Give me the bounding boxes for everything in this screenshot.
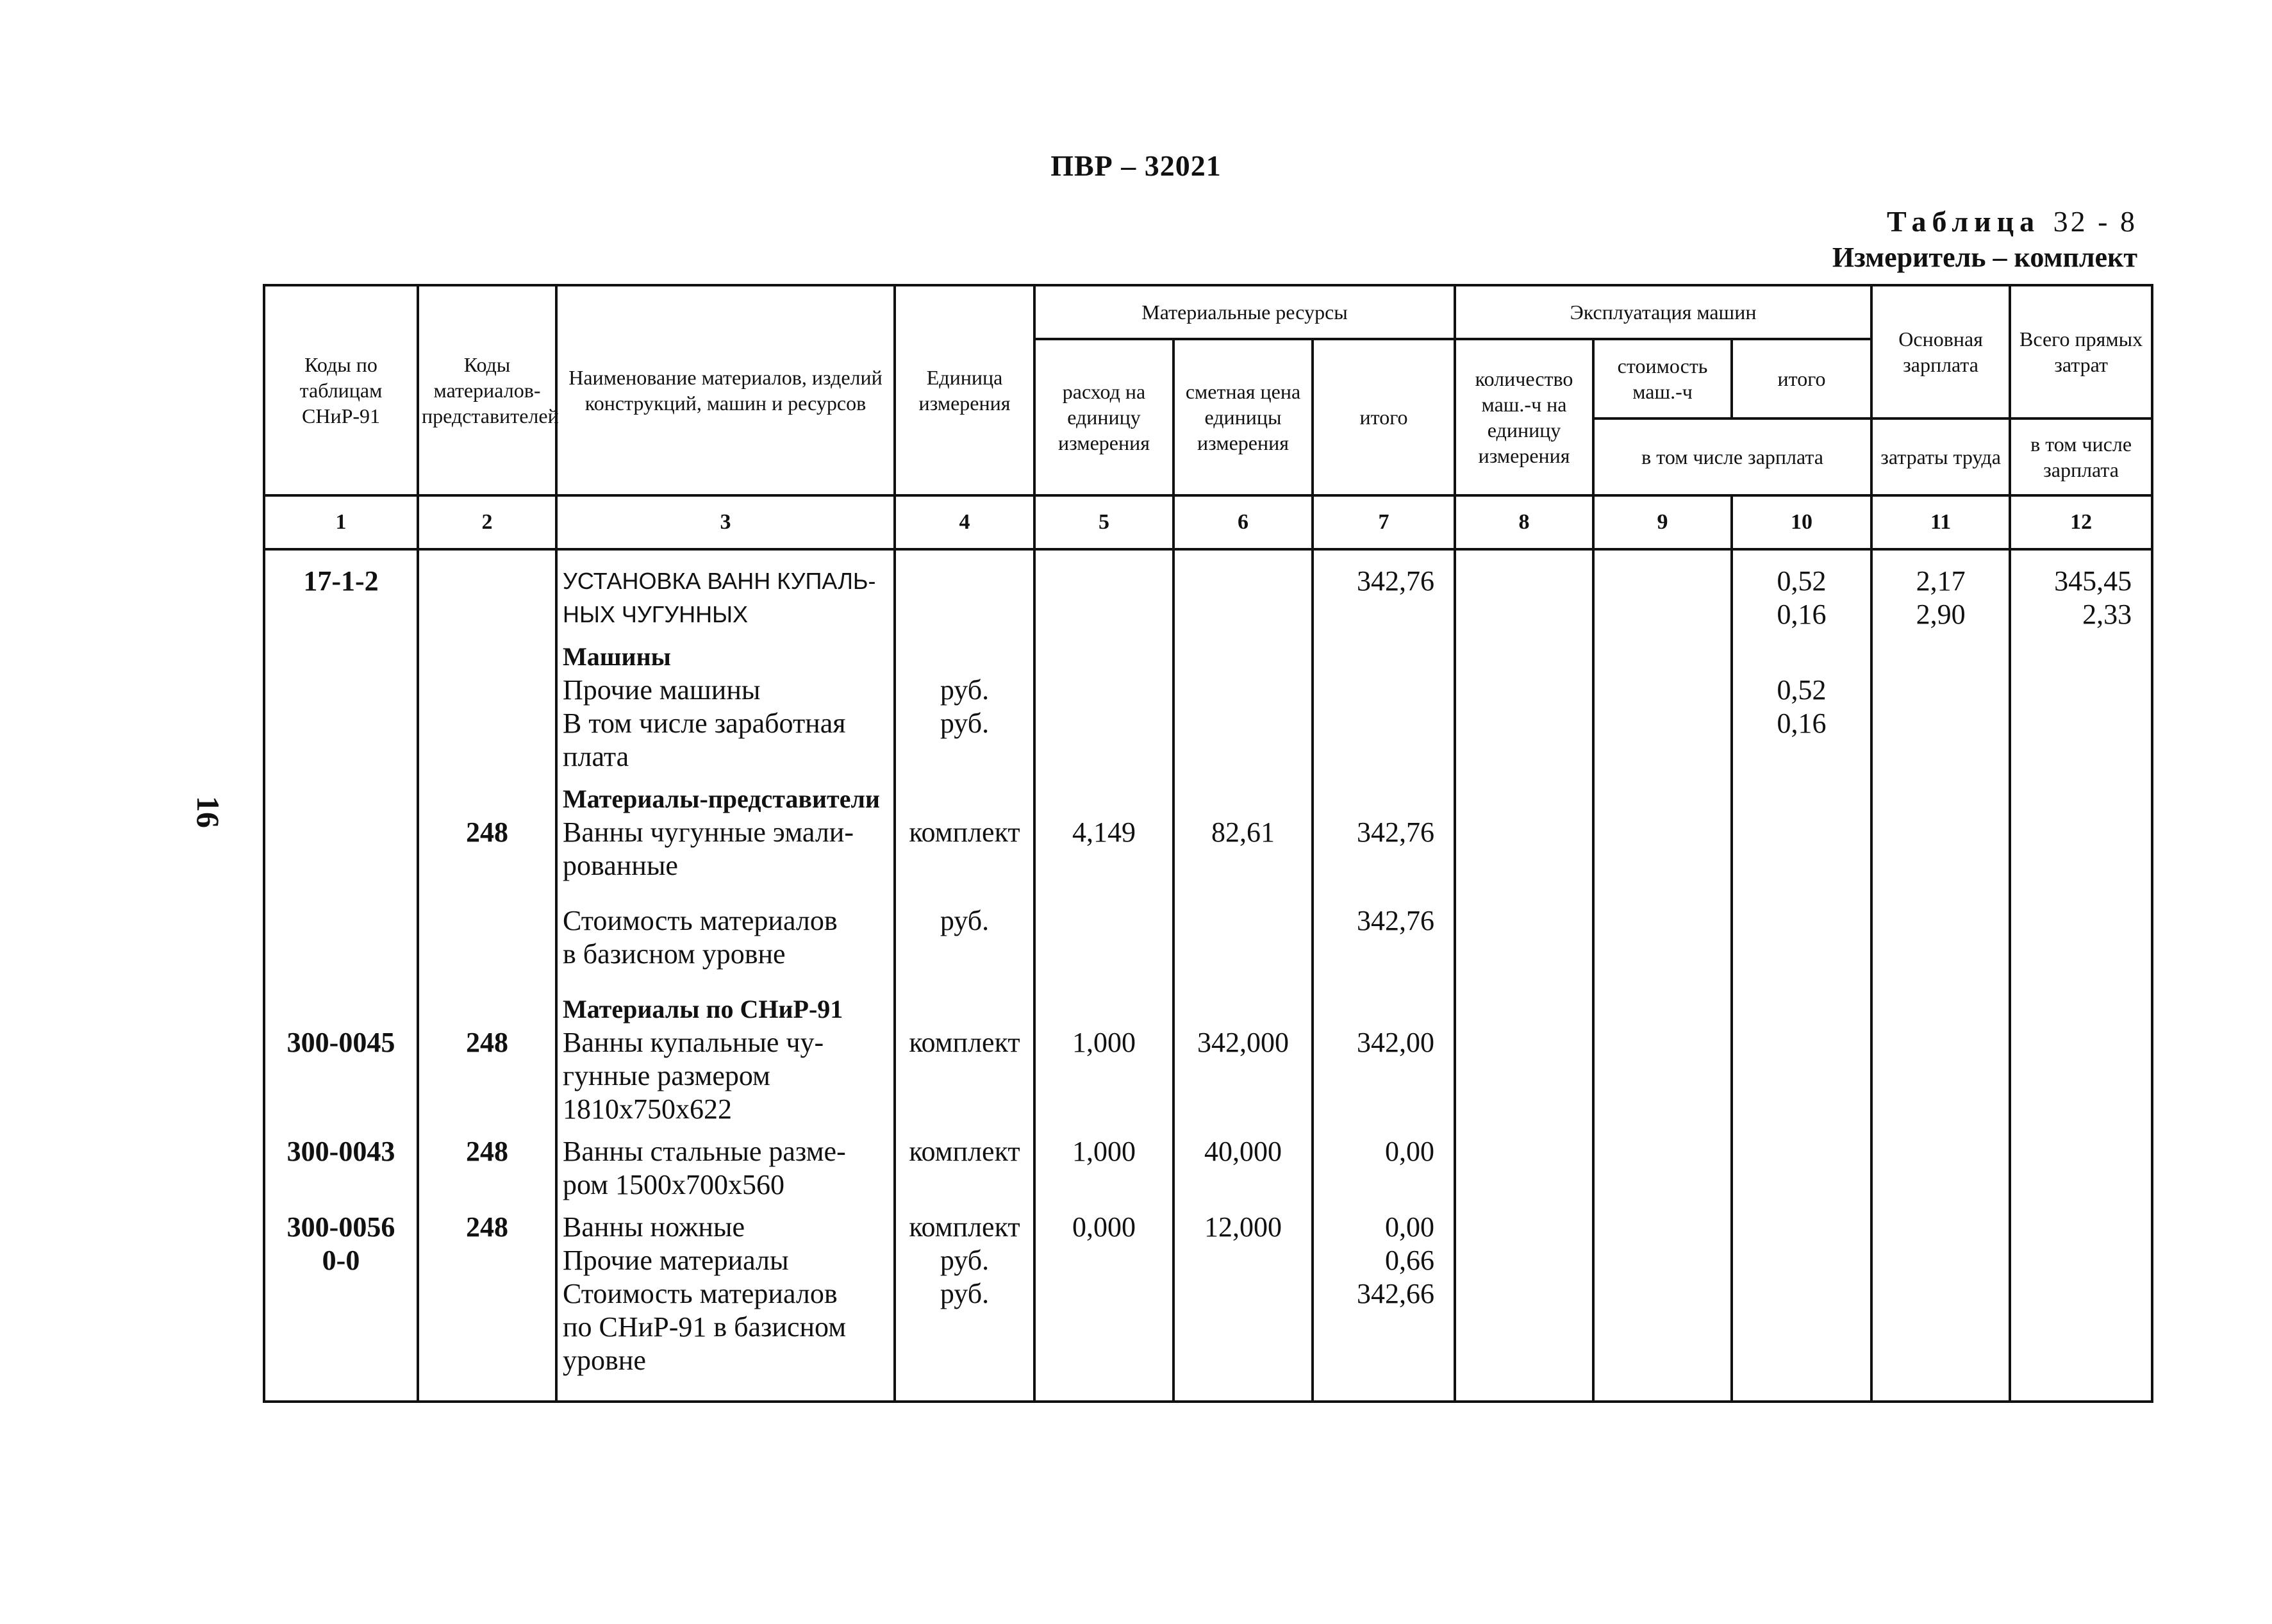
- column-number: 4: [895, 495, 1034, 549]
- header-base-wage: Основная зарплата: [1871, 285, 2010, 418]
- unit-cell: руб.: [940, 1278, 990, 1309]
- value-cell: 0,00: [1385, 1211, 1435, 1243]
- value-cell: 0,000: [1072, 1211, 1136, 1243]
- measure-unit-line: Измеритель – комплект: [1832, 242, 2137, 273]
- header-direct-total: Всего прямых затрат: [2010, 285, 2152, 418]
- value-cell: 2,90: [1916, 599, 1966, 630]
- machine-hours-column: [1455, 549, 1593, 1402]
- item-name: Стоимость материалов: [563, 1278, 838, 1309]
- item-name: плата: [563, 741, 629, 772]
- code-cell: 300-0056: [286, 1211, 395, 1243]
- item-name: Ванны ножные: [563, 1211, 745, 1243]
- unit-cell: комплект: [909, 816, 1020, 848]
- unit-cell: руб.: [940, 708, 990, 739]
- item-name: Стоимость материалов: [563, 905, 838, 936]
- header-labor: затраты труда: [1871, 418, 2010, 495]
- section-heading: Материалы по СНиР-91: [563, 995, 843, 1023]
- value-cell: 0,66: [1385, 1245, 1435, 1276]
- consumption-column: [1034, 549, 1173, 1402]
- table-label: [1832, 204, 2137, 276]
- column-number: 11: [1871, 495, 2010, 549]
- header-name: Наименование материалов, изделий конструкций, машин и ресурсов: [556, 285, 895, 495]
- header-incl-wage: в том числе зарплата: [1593, 418, 1871, 495]
- machine-cost-column: [1593, 549, 1732, 1402]
- value-cell: 0,16: [1777, 599, 1827, 630]
- header-codes-snip: Коды по таблицам СНиР-91: [264, 285, 418, 495]
- column-number: 10: [1732, 495, 1871, 549]
- value-cell: 342,00: [1357, 1027, 1435, 1058]
- column-number: 8: [1455, 495, 1593, 549]
- column-number: 5: [1034, 495, 1173, 549]
- column-number: 12: [2010, 495, 2152, 549]
- header-consumption: расход на единицу измерения: [1034, 339, 1173, 495]
- item-name: Прочие материалы: [563, 1245, 789, 1276]
- unit-column: [895, 549, 1034, 1402]
- price-column: [1173, 549, 1313, 1402]
- value-cell: 2,17: [1916, 565, 1966, 597]
- item-name: 1810х750х622: [563, 1093, 732, 1125]
- work-title: УСТАНОВКА ВАНН КУПАЛЬ-: [563, 568, 876, 594]
- table-number: 32 - 8: [2053, 205, 2137, 238]
- code-cell: 300-0045: [286, 1027, 395, 1058]
- item-name: уровне: [563, 1345, 646, 1376]
- value-cell: 82,61: [1211, 816, 1275, 848]
- value-cell: 2,33: [2082, 599, 2132, 630]
- value-cell: 342,76: [1357, 565, 1435, 597]
- value-cell: 342,66: [1357, 1278, 1435, 1309]
- code-cell: 248: [466, 1136, 508, 1167]
- value-cell: 342,76: [1357, 905, 1435, 936]
- codes-materials-column: [418, 549, 556, 1402]
- code-cell: 17-1-2: [303, 565, 379, 597]
- column-number: 9: [1593, 495, 1732, 549]
- header-direct-incl-wage: в том числе зарплата: [2010, 418, 2152, 495]
- header-machines: Эксплуатация машин: [1455, 285, 1871, 339]
- table-body-row: [264, 549, 2152, 1402]
- value-cell: 4,149: [1072, 816, 1136, 848]
- value-cell: 1,000: [1072, 1136, 1136, 1167]
- document-code: ПВР – 32021: [1050, 149, 1222, 182]
- unit-cell: комплект: [909, 1211, 1020, 1243]
- unit-cell: комплект: [909, 1027, 1020, 1058]
- item-name: ром 1500х700х560: [563, 1169, 785, 1200]
- item-name: Ванны чугунные эмали-: [563, 816, 854, 848]
- header-total: итого: [1313, 339, 1455, 495]
- value-cell: 0,52: [1777, 674, 1827, 706]
- item-name: Прочие машины: [563, 674, 761, 706]
- column-number: 3: [556, 495, 895, 549]
- column-number: 2: [418, 495, 556, 549]
- section-heading: Материалы-представители: [563, 784, 880, 813]
- value-cell: 0,16: [1777, 708, 1827, 739]
- code-cell: 0-0: [322, 1245, 360, 1276]
- header-machine-cost: стоимость маш.-ч: [1593, 339, 1732, 418]
- total-column: [1313, 549, 1455, 1402]
- code-cell: 300-0043: [286, 1136, 395, 1167]
- value-cell: 342,76: [1357, 816, 1435, 848]
- item-name: рованные: [563, 850, 678, 881]
- value-cell: 1,000: [1072, 1027, 1136, 1058]
- section-heading: Машины: [563, 642, 671, 671]
- header-material-resources: Материальные ресурсы: [1034, 285, 1455, 339]
- table-word: Таблица: [1886, 205, 2041, 238]
- item-name: по СНиР-91 в базисном: [563, 1311, 847, 1343]
- page-number: 16: [190, 796, 226, 828]
- value-cell: 0,52: [1777, 565, 1827, 597]
- value-cell: 12,000: [1204, 1211, 1282, 1243]
- value-cell: 40,000: [1204, 1136, 1282, 1167]
- resources-table: [263, 284, 2153, 1403]
- header-machine-hours: количество маш.-ч на единицу измерения: [1455, 339, 1593, 495]
- header-codes-materials: Коды материалов-представителей: [418, 285, 556, 495]
- item-name: в базисном уровне: [563, 938, 786, 970]
- item-name: Ванны стальные разме-: [563, 1136, 846, 1167]
- column-number: 7: [1313, 495, 1455, 549]
- header-unit: Единица измерения: [895, 285, 1034, 495]
- header-price: сметная цена единицы измерения: [1173, 339, 1313, 495]
- value-cell: 0,00: [1385, 1136, 1435, 1167]
- codes-snip-column: [264, 549, 418, 1402]
- item-name: гунные размером: [563, 1060, 770, 1091]
- direct-total-column: [2010, 549, 2152, 1402]
- name-column: [556, 549, 895, 1402]
- base-wage-column: [1871, 549, 2010, 1402]
- unit-cell: руб.: [940, 905, 990, 936]
- machine-total-column: [1732, 549, 1871, 1402]
- unit-cell: комплект: [909, 1136, 1020, 1167]
- code-cell: 248: [466, 1211, 508, 1243]
- unit-cell: руб.: [940, 674, 990, 706]
- work-title: НЫХ ЧУГУННЫХ: [563, 601, 748, 627]
- value-cell: 345,45: [2054, 565, 2132, 597]
- item-name: Ванны купальные чу-: [563, 1027, 824, 1058]
- resources-table-wrapper: [263, 284, 2153, 1403]
- header-machine-total: итого: [1732, 339, 1871, 418]
- column-number: 1: [264, 495, 418, 549]
- value-cell: 342,000: [1197, 1027, 1289, 1058]
- item-name: В том числе заработная: [563, 708, 846, 739]
- code-cell: 248: [466, 1027, 508, 1058]
- column-number: 6: [1173, 495, 1313, 549]
- code-cell: 248: [466, 816, 508, 848]
- unit-cell: руб.: [940, 1245, 990, 1276]
